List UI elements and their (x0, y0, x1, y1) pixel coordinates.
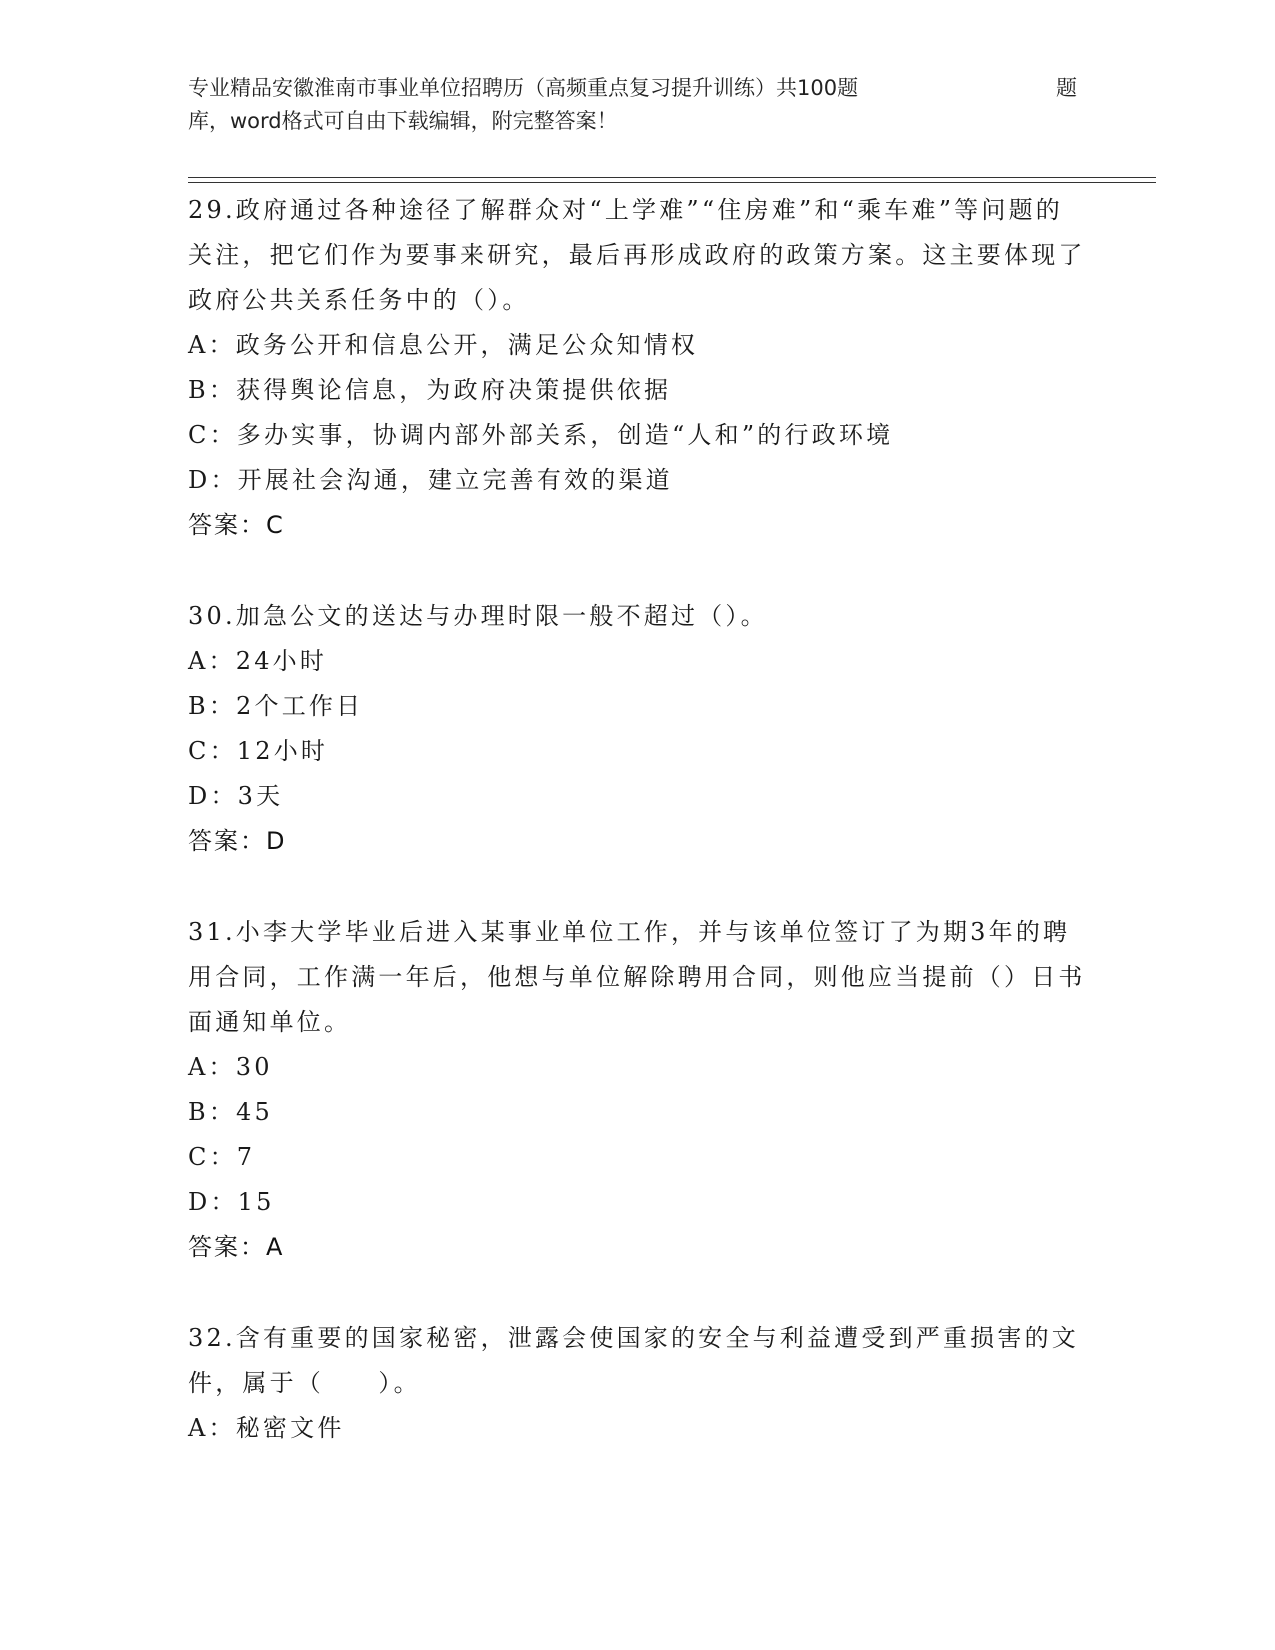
question-text: 31.小李大学毕业后进入某事业单位工作，并与该单位签订了为期3年的聘用合同，工作满一年后，他想与单位解除聘用合同，则他应当提前（）日书面通知单位。 (188, 918, 1086, 1036)
answer-value: C (266, 511, 283, 539)
option-a: A：政务公开和信息公开，满足公众知情权 (188, 331, 699, 359)
option-b: B：2个工作日 (188, 692, 364, 720)
header-line-1 (188, 72, 1088, 105)
answer-line (188, 819, 1088, 864)
question-list (188, 188, 1088, 1497)
option-b: B：45 (188, 1098, 273, 1126)
header-double-rule (188, 177, 1156, 183)
option-c: C：12小时 (188, 737, 329, 765)
header-title-tail: 题 (1056, 76, 1077, 100)
option-a: A：30 (188, 1053, 273, 1081)
page-header (188, 72, 1088, 138)
header-title: 专业精品安徽淮南市事业单位招聘历（高频重点复习提升训练）共100题 (188, 76, 859, 100)
option-a: A：24小时 (188, 647, 328, 675)
question-30 (188, 594, 1088, 864)
answer-label: 答案： (188, 1233, 266, 1261)
option-b: B：获得舆论信息，为政府决策提供依据 (188, 376, 672, 404)
answer-label: 答案： (188, 511, 266, 539)
answer-value: A (266, 1233, 283, 1261)
question-text: 32.含有重要的国家秘密，泄露会使国家的安全与利益遭受到严重损害的文件，属于（ ）。 (188, 1324, 1079, 1397)
question-text: 29.政府通过各种途径了解群众对“上学难”“住房难”和“乘车难”等问题的关注，把它们作为要事来研究，最后再形成政府的政策方案。这主要体现了政府公共关系任务中的（）。 (188, 196, 1086, 314)
option-d: D：开展社会沟通，建立完善有效的渠道 (188, 466, 673, 494)
option-d: D：15 (188, 1188, 275, 1216)
answer-line (188, 1225, 1088, 1270)
option-c: C：7 (188, 1143, 256, 1171)
option-c: C：多办实事，协调内部外部关系，创造“人和”的行政环境 (188, 421, 894, 449)
option-d: D：3天 (188, 782, 284, 810)
question-32 (188, 1316, 1088, 1451)
option-a: A：秘密文件 (188, 1414, 345, 1442)
question-29 (188, 188, 1088, 548)
question-31 (188, 910, 1088, 1270)
answer-label: 答案： (188, 827, 266, 855)
answer-line (188, 503, 1088, 548)
question-text: 30.加急公文的送达与办理时限一般不超过（）。 (188, 602, 768, 630)
answer-value: D (266, 827, 285, 855)
header-line-2: 库，word格式可自由下载编辑，附完整答案！ (188, 109, 618, 133)
